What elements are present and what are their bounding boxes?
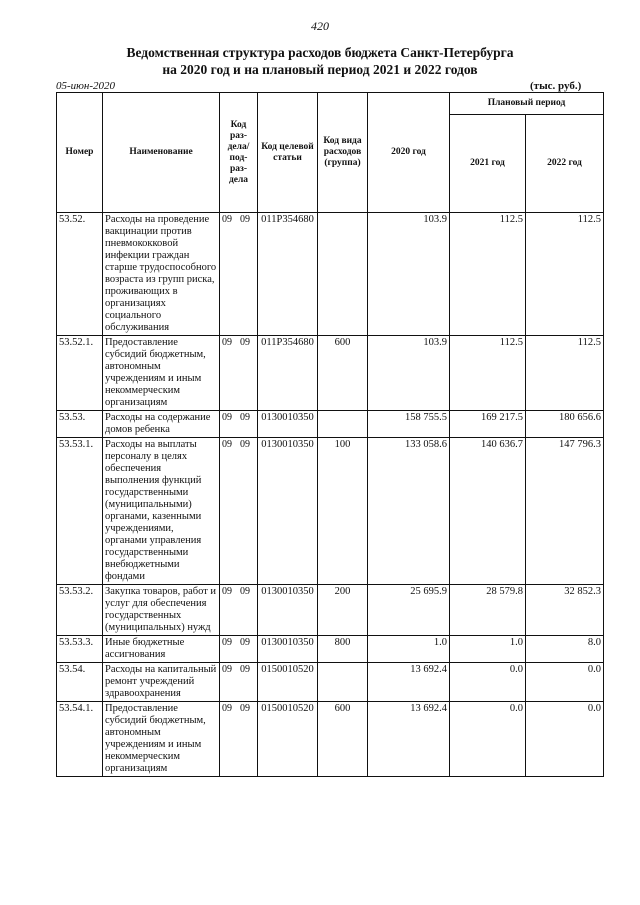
row-2020: 13 692.4 [368,663,450,702]
row-name: Предоставление субсидий бюджетным, автономным учреждениям и иным некоммерческим организациям [103,336,220,411]
row-expense [318,213,368,336]
row-2020: 25 695.9 [368,585,450,636]
table-row [57,663,604,702]
section-code: 09 [222,412,232,423]
row-target: 0130010350 [258,411,318,438]
row-name: Иные бюджетные ассигнования [103,636,220,663]
row-2020: 13 692.4 [368,702,450,777]
header-2020: 2020 год [368,93,450,213]
table-row [57,438,604,585]
row-expense: 200 [318,585,368,636]
header-2022: 2022 год [526,115,604,213]
header-2021: 2021 год [450,115,526,213]
row-name: Расходы на содержание домов ребенка [103,411,220,438]
row-2021: 0.0 [450,663,526,702]
row-2022: 147 796.3 [526,438,604,585]
header-section: Код раз-дела/ под-раз-дела [220,93,258,213]
row-number: 53.52.1. [57,336,103,411]
section-code: 09 [222,439,232,450]
row-target: 011P354680 [258,336,318,411]
section-code: 09 [222,637,232,648]
table-row [57,213,604,336]
row-section [220,585,258,636]
section-code: 09 [222,664,232,675]
row-2022: 112.5 [526,336,604,411]
document-title [0,44,640,78]
table-row [57,585,604,636]
row-name: Расходы на выплаты персоналу в целях обеспечения выполнения функций государственными (муниципальными) органами, казенными учреждениями, органами управления государственными внебюджетными фондами [103,438,220,585]
row-number: 53.54.1. [57,702,103,777]
row-name: Расходы на капитальный ремонт учреждений здравоохранения [103,663,220,702]
row-2022: 0.0 [526,663,604,702]
header-expense: Код вида расходов (группа) [318,93,368,213]
row-name: Закупка товаров, работ и услуг для обеспечения государственных (муниципальных) нужд [103,585,220,636]
row-2021: 0.0 [450,702,526,777]
row-expense: 800 [318,636,368,663]
section-code: 09 [222,214,232,225]
table-row [57,702,604,777]
subsection-code: 09 [240,703,250,714]
row-2021: 28 579.8 [450,585,526,636]
row-2020: 158 755.5 [368,411,450,438]
row-number: 53.54. [57,663,103,702]
table-row [57,336,604,411]
row-2021: 169 217.5 [450,411,526,438]
row-target: 011P354680 [258,213,318,336]
row-section [220,636,258,663]
row-2022: 112.5 [526,213,604,336]
row-target: 0130010350 [258,585,318,636]
row-section [220,438,258,585]
row-target: 0130010350 [258,636,318,663]
row-number: 53.52. [57,213,103,336]
row-2022: 180 656.6 [526,411,604,438]
table-body [57,213,604,777]
subsection-code: 09 [240,586,250,597]
row-target: 0150010520 [258,702,318,777]
row-number: 53.53.3. [57,636,103,663]
row-2020: 1.0 [368,636,450,663]
row-name: Расходы на проведение вакцинации против пневмококковой инфекции граждан старше трудоспособного возраста из групп риска, проживающих в организациях социального обслуживания [103,213,220,336]
subsection-code: 09 [240,637,250,648]
row-expense [318,411,368,438]
section-code: 09 [222,586,232,597]
row-expense [318,663,368,702]
section-code: 09 [222,703,232,714]
row-target: 0150010520 [258,663,318,702]
header-target: Код целевой статьи [258,93,318,213]
row-section [220,702,258,777]
section-code: 09 [222,337,232,348]
row-2020: 103.9 [368,336,450,411]
budget-table [56,92,604,777]
row-expense: 600 [318,336,368,411]
row-number: 53.53.2. [57,585,103,636]
row-section [220,336,258,411]
row-number: 53.53.1. [57,438,103,585]
row-2022: 32 852.3 [526,585,604,636]
row-2021: 1.0 [450,636,526,663]
row-2021: 112.5 [450,213,526,336]
units-label: (тыс. руб.) [530,80,582,92]
table-row [57,636,604,663]
row-section [220,663,258,702]
subsection-code: 09 [240,439,250,450]
row-2020: 133 058.6 [368,438,450,585]
row-name: Предоставление субсидий бюджетным, автономным учреждениям и иным некоммерческим организациям [103,702,220,777]
row-number: 53.53. [57,411,103,438]
header-number: Номер [57,93,103,213]
row-2021: 140 636.7 [450,438,526,585]
row-2021: 112.5 [450,336,526,411]
row-2022: 0.0 [526,702,604,777]
row-2022: 8.0 [526,636,604,663]
title-line-2: на 2020 год и на плановый период 2021 и 2022 годов [162,62,478,77]
row-target: 0130010350 [258,438,318,585]
row-section [220,411,258,438]
row-expense: 100 [318,438,368,585]
subsection-code: 09 [240,214,250,225]
title-line-1: Ведомственная структура расходов бюджета Санкт-Петербурга [126,45,514,60]
row-section [220,213,258,336]
header-name: Наименование [103,93,220,213]
subsection-code: 09 [240,412,250,423]
subsection-code: 09 [240,664,250,675]
header-planned-period: Плановый период [450,93,604,115]
row-expense: 600 [318,702,368,777]
table-row [57,411,604,438]
row-2020: 103.9 [368,213,450,336]
document-date: 05-июн-2020 [56,80,116,92]
page-number: 420 [311,19,329,33]
subsection-code: 09 [240,337,250,348]
